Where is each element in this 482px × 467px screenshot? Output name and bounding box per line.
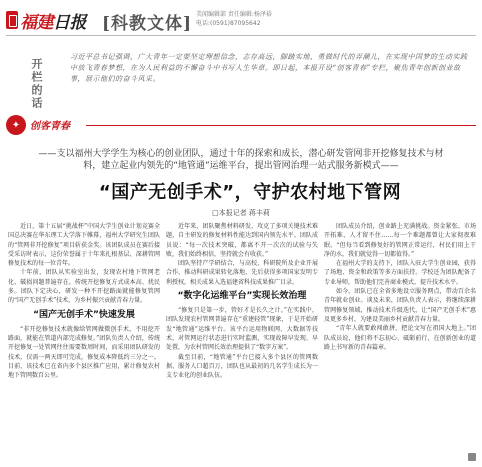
column-tag-label: 创客青春 [30, 121, 70, 132]
logo-text: 福建日报 [20, 12, 86, 33]
article-headline: “国产无创手术”，守护农村地下管网 [98, 182, 402, 203]
article-column-1 [8, 222, 160, 380]
editor-note [6, 50, 474, 118]
header-divider [6, 35, 476, 36]
paragraph: 在福州大学的支持下，团队入驻大学生创业园，获得了场地、资金和政策等多方面扶持。学校还为团队配备了专业导师，帮助他们完善商业模式、提升技术水平。 [324, 260, 476, 286]
subheading: “数字化运维平台”实现长效治理 [177, 291, 307, 302]
end-mark-icon [468, 453, 476, 461]
paragraph: 团队成员介绍，创业路上充满挑战。资金紧张、市场开拓难、人才留不住……每一个难题都曾让大家彻夜难眠。“但每当看到修复好的管网正常运行，村民们用上干净的水，我们就觉得一切都值得。” [324, 223, 476, 258]
column-tag-rule [86, 125, 476, 126]
paragraph: 十年前，团队从实验室出发，发现农村地下管网老化、破损问题普遍存在，传统开挖修复方式成本高、扰民多。团队下定决心，研发一种不开挖路面就能修复管网的“国产无创手术”技术，为乡村振兴贡献青春力量。 [8, 269, 160, 305]
editor-note-label: 开栏的话 [30, 58, 43, 110]
paragraph: 截至目前，“地管通”平台已接入多个县区的管网数据，服务人口超百万，团队也从最初的几名学生成长为一支专业化的创业队伍。 [166, 353, 318, 380]
paragraph: “修复只是第一步，管好才是长久之计。”在实践中，团队发现农村管网普遍存在“重建轻管”现象，于是开始研发“地管通”运维平台。该平台运用物联网、大数据等技术，对管网运行状态进行实时监测，实现故障早发现、早处置，为农村管网长效治理提供了“数字方案”。 [166, 307, 318, 352]
newspaper-logo [6, 9, 86, 31]
paragraph: 近年来，团队聚焦材料研发，攻克了多项关键技术难题，自主研发的修复材料性能达到国内领先水平。团队成员说：“每一次技术突破，都离不开一次次的试验与失败，我们始终相信，坚持就会有收获。” [166, 223, 318, 258]
paragraph: “青年人就要敢闯敢拼，把论文写在祖国大地上。”团队成员说，他们将不忘初心、砥砺前行，在创新创业的道路上书写新的青春篇章。 [324, 325, 476, 351]
page-header [0, 0, 482, 40]
meta-line: 电话:(0591)87095642 [196, 20, 261, 27]
paragraph: 如今，团队已在全省多地设立服务网点，带动百余名青年就业创业。谈及未来，团队负责人表示，将继续深耕管网修复领域，推动技术升级迭代，让“国产无创手术”惠及更多乡村，为建设美丽乡村贡献青春力量。 [324, 288, 476, 323]
paragraph: “非开挖修复技术就像给管网做微创手术，不用挖开路面，就能在管道内部完成修复。”团队负责人介绍，传统开挖修复一处管网往往需要数周时间，而采用团队研发的技术，仅需一两天即可完成，修复成本降低约三分之一。目前，该技术已在省内多个县区推广应用，累计修复农村地下管网数百公里。 [8, 325, 160, 380]
editor-note-text: 习近平总书记强调，广大青年一定要坚定理想信念，志存高远，脚踏实地，勇做时代的弄潮儿，在实现中国梦的生动实践中放飞青春梦想，在为人民利益的不懈奋斗中书写人生华章。即日起，本报开设“创客青春”专栏，聚焦青年创新创业故事，展示他们的奋斗风采。 [70, 53, 468, 83]
paragraph: 团队坚持产学研结合，与高校、科研院所及企业开展合作，推动科研成果转化落地，先后获得多项国家发明专利授权，相关成果入选福建省科技成果推广目录。 [166, 260, 318, 286]
column-badge-icon: ✦ [6, 115, 26, 135]
article-column-2 [166, 222, 318, 380]
column-tag [6, 115, 482, 135]
paragraph: 近日，第十五届“挑战杯”中国大学生创业计划竞赛全国总决赛在华东理工大学落下帷幕，福州大学研究生团队的“管网非开挖修复”项目斩获金奖。该团队成员在赛后接受采访时表示，这份荣誉属于十年来扎根基层、深耕管网修复技术的每一位青年。 [8, 223, 160, 268]
article-intro: ——支以福州大学学生为核心的创业团队，通过十年的探索和成长，潜心研发管网非开挖修复技术与材料，建立起业内领先的“地管通”运维平台，提出管网治理一站式服务新模式—— [38, 149, 444, 171]
subheading: “国产无创手术”快速发展 [33, 309, 135, 320]
article-byline: □本报记者 蒋丰莉 [212, 209, 270, 217]
logo-seal-icon [6, 11, 18, 29]
section-title: [科教文体] [102, 14, 193, 34]
editor-meta [196, 10, 296, 28]
article-column-3 [324, 222, 476, 352]
meta-line: 美闻编辑部 责任编辑:杨泽裕 [196, 11, 272, 18]
